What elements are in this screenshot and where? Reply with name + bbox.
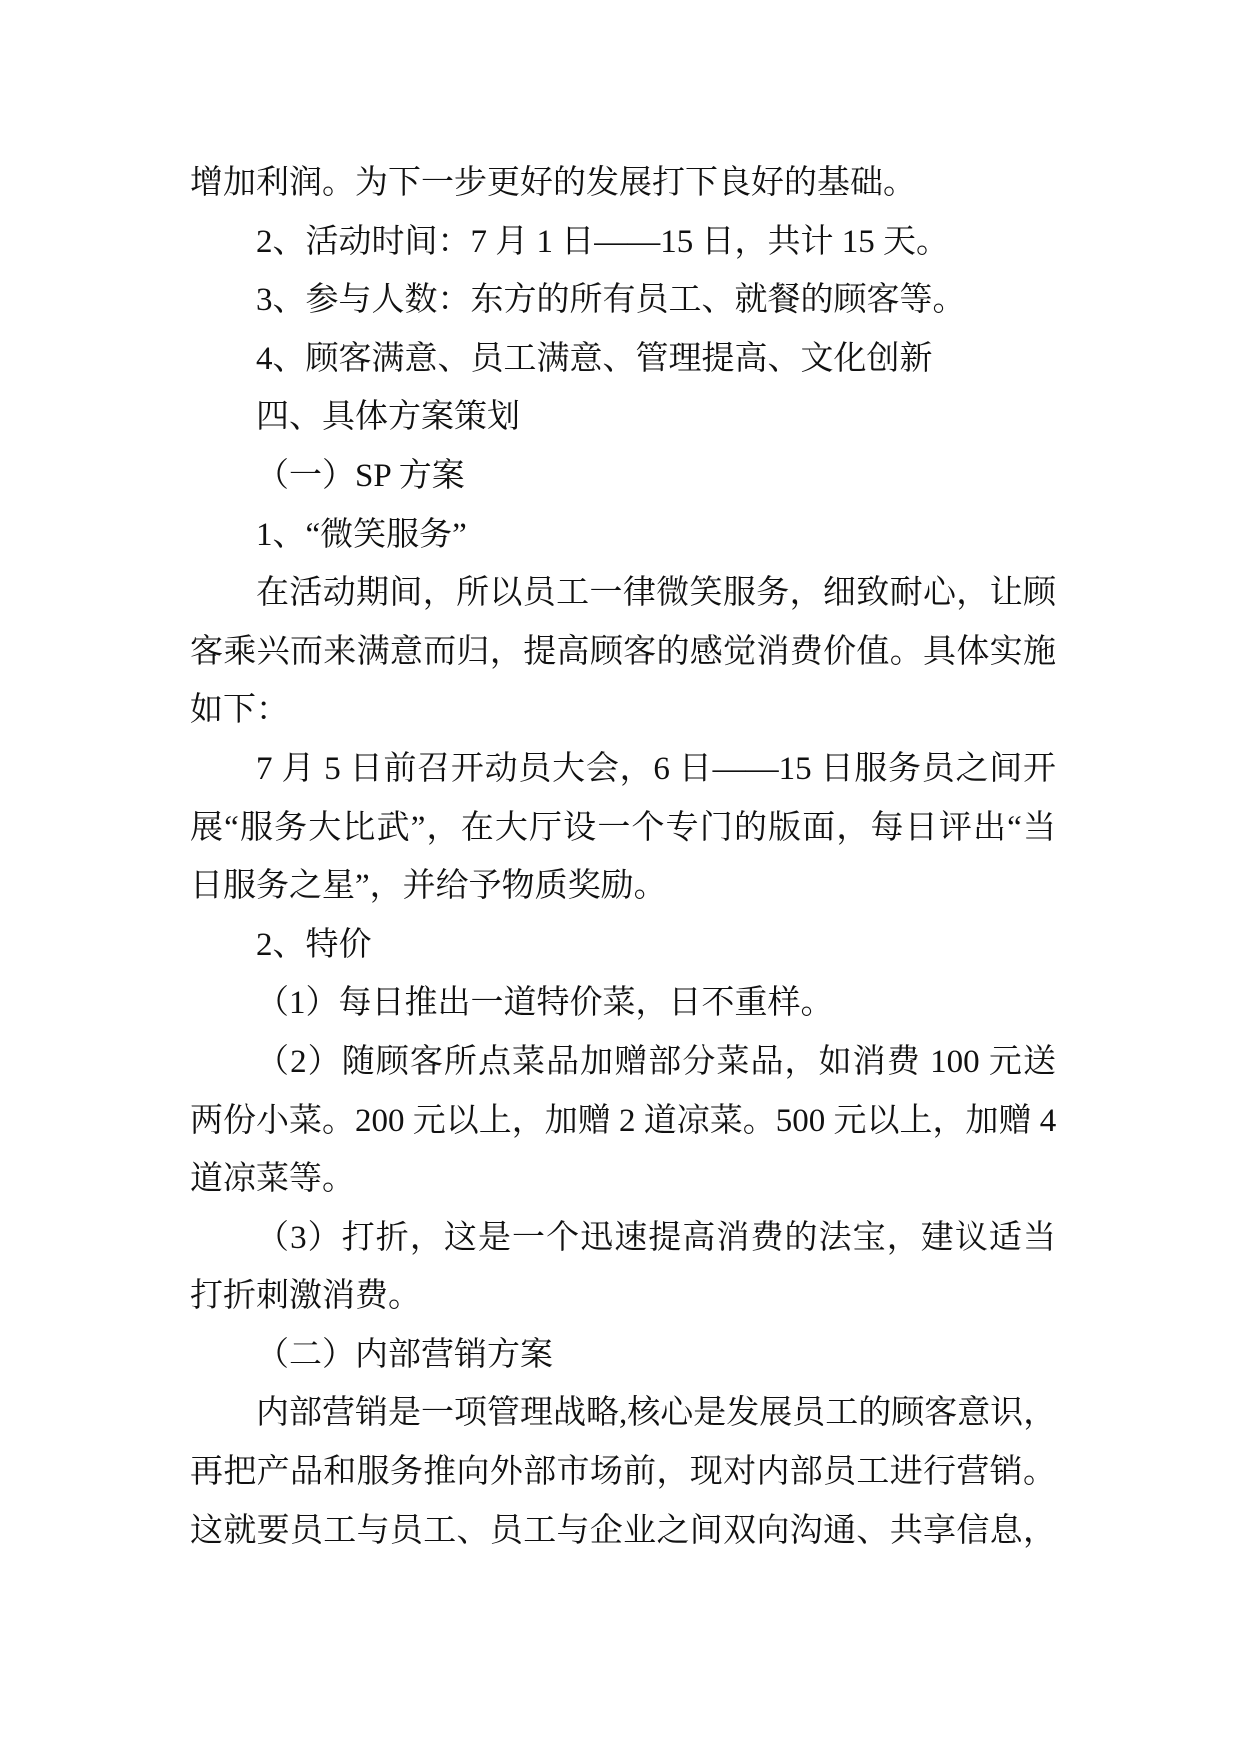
text-line: （2）随顾客所点菜品加赠部分菜品，如消费 100 元送 [256,1043,1056,1080]
text-line: 在活动期间，所以员工一律微笑服务，细致耐心，让顾 [256,575,1056,612]
heading-text: （一）SP 方案 [256,457,465,494]
text-line: 增加利润。为下一步更好的发展打下良好的基础。 [190,165,916,201]
text-line: 这就要员工与员工、员工与企业之间双向沟通、共享信息， [190,1512,1056,1549]
text-line: 3、参与人数：东方的所有员工、就餐的顾客等。 [256,282,966,319]
text-line: 打折刺激消费。 [190,1278,421,1315]
text-line: 7 月 5 日前召开动员大会，6 日——15 日服务员之间开 [256,750,1057,787]
text-line: 内部营销是一项管理战略,核心是发展员工的顾客意识， [256,1395,1057,1432]
subsection-heading [190,1326,1056,1385]
text-line: 2、活动时间：7 月 1 日——15 日，共计 15 天。 [256,223,949,260]
paragraph [190,564,1056,740]
paragraph [190,1033,1056,1209]
paragraph [190,740,1056,916]
text-line: 两份小菜。200 元以上，加赠 2 道凉菜。500 元以上，加赠 4 [190,1102,1057,1139]
paragraph [190,213,1056,272]
heading-text: （二）内部营销方案 [256,1336,553,1373]
paragraph [190,1384,1056,1560]
heading-text: 2、特价 [256,926,372,963]
text-line: （3）打折，这是一个迅速提高消费的法宝，建议适当 [256,1219,1056,1256]
text-line: 4、顾客满意、员工满意、管理提高、文化创新 [256,340,933,377]
paragraph [190,1209,1056,1326]
heading-text: 1、“微笑服务” [256,516,467,553]
text-line: 客乘兴而来满意而归，提高顾客的感觉消费价值。具体实施 [190,633,1056,670]
item-heading [190,916,1056,975]
heading-text: 四、具体方案策划 [256,399,520,436]
subsection-heading [190,447,1056,506]
paragraph [190,974,1056,1033]
text-line: 如下： [190,692,289,729]
item-heading [190,506,1056,565]
paragraph [190,271,1056,330]
text-line: 道凉菜等。 [190,1161,355,1198]
text-line: 展“服务大比武”，在大厅设一个专门的版面，每日评出“当 [190,809,1056,846]
paragraph [190,154,1056,213]
section-heading [190,388,1056,447]
document-body [190,154,1056,1560]
text-line: 再把产品和服务推向外部市场前，现对内部员工进行营销。 [190,1454,1056,1491]
text-line: 日服务之星”，并给予物质奖励。 [190,868,667,905]
text-line: （1）每日推出一道特价菜，日不重样。 [256,985,834,1022]
paragraph [190,330,1056,389]
